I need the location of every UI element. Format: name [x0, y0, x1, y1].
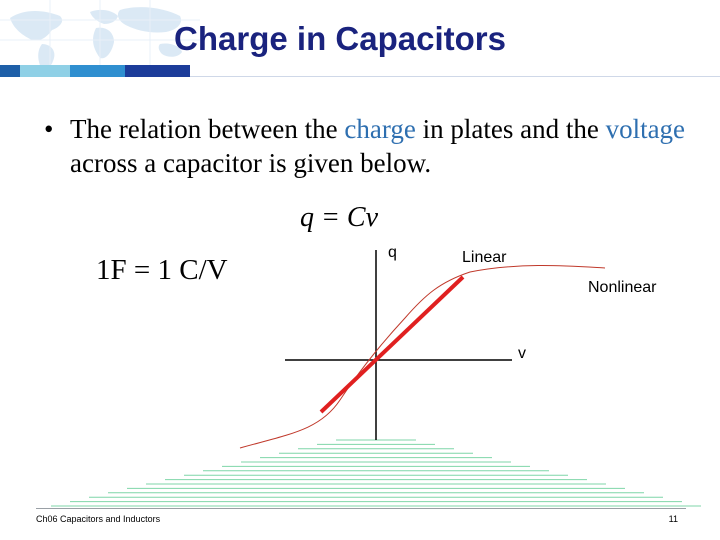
farad-equation: 1F = 1 C/V — [96, 254, 228, 286]
voltage-word: voltage — [605, 114, 686, 144]
slide-number: 11 — [668, 514, 678, 524]
bullet-text-part2: in plates and the — [415, 114, 606, 144]
nonlinear-curve — [240, 266, 605, 449]
linear-label: Linear — [462, 249, 507, 266]
charge-equation: q = Cv — [300, 202, 378, 233]
bullet-symbol: • — [44, 114, 54, 144]
footer-divider — [36, 508, 686, 509]
nonlinear-label: Nonlinear — [588, 279, 657, 296]
charge-word: charge — [344, 114, 416, 144]
slide-title: Charge in Capacitors — [174, 20, 506, 57]
v-axis-label: v — [518, 345, 526, 362]
q-axis-label: q — [388, 244, 397, 261]
linear-line — [321, 277, 463, 412]
bullet-text-part1: The relation between the — [70, 114, 345, 144]
bullet-text-part3: across a capacitor is given below. — [70, 148, 432, 178]
footer-course-label: Ch06 Capacitors and Inductors — [36, 514, 161, 524]
slide-footer — [36, 508, 686, 528]
